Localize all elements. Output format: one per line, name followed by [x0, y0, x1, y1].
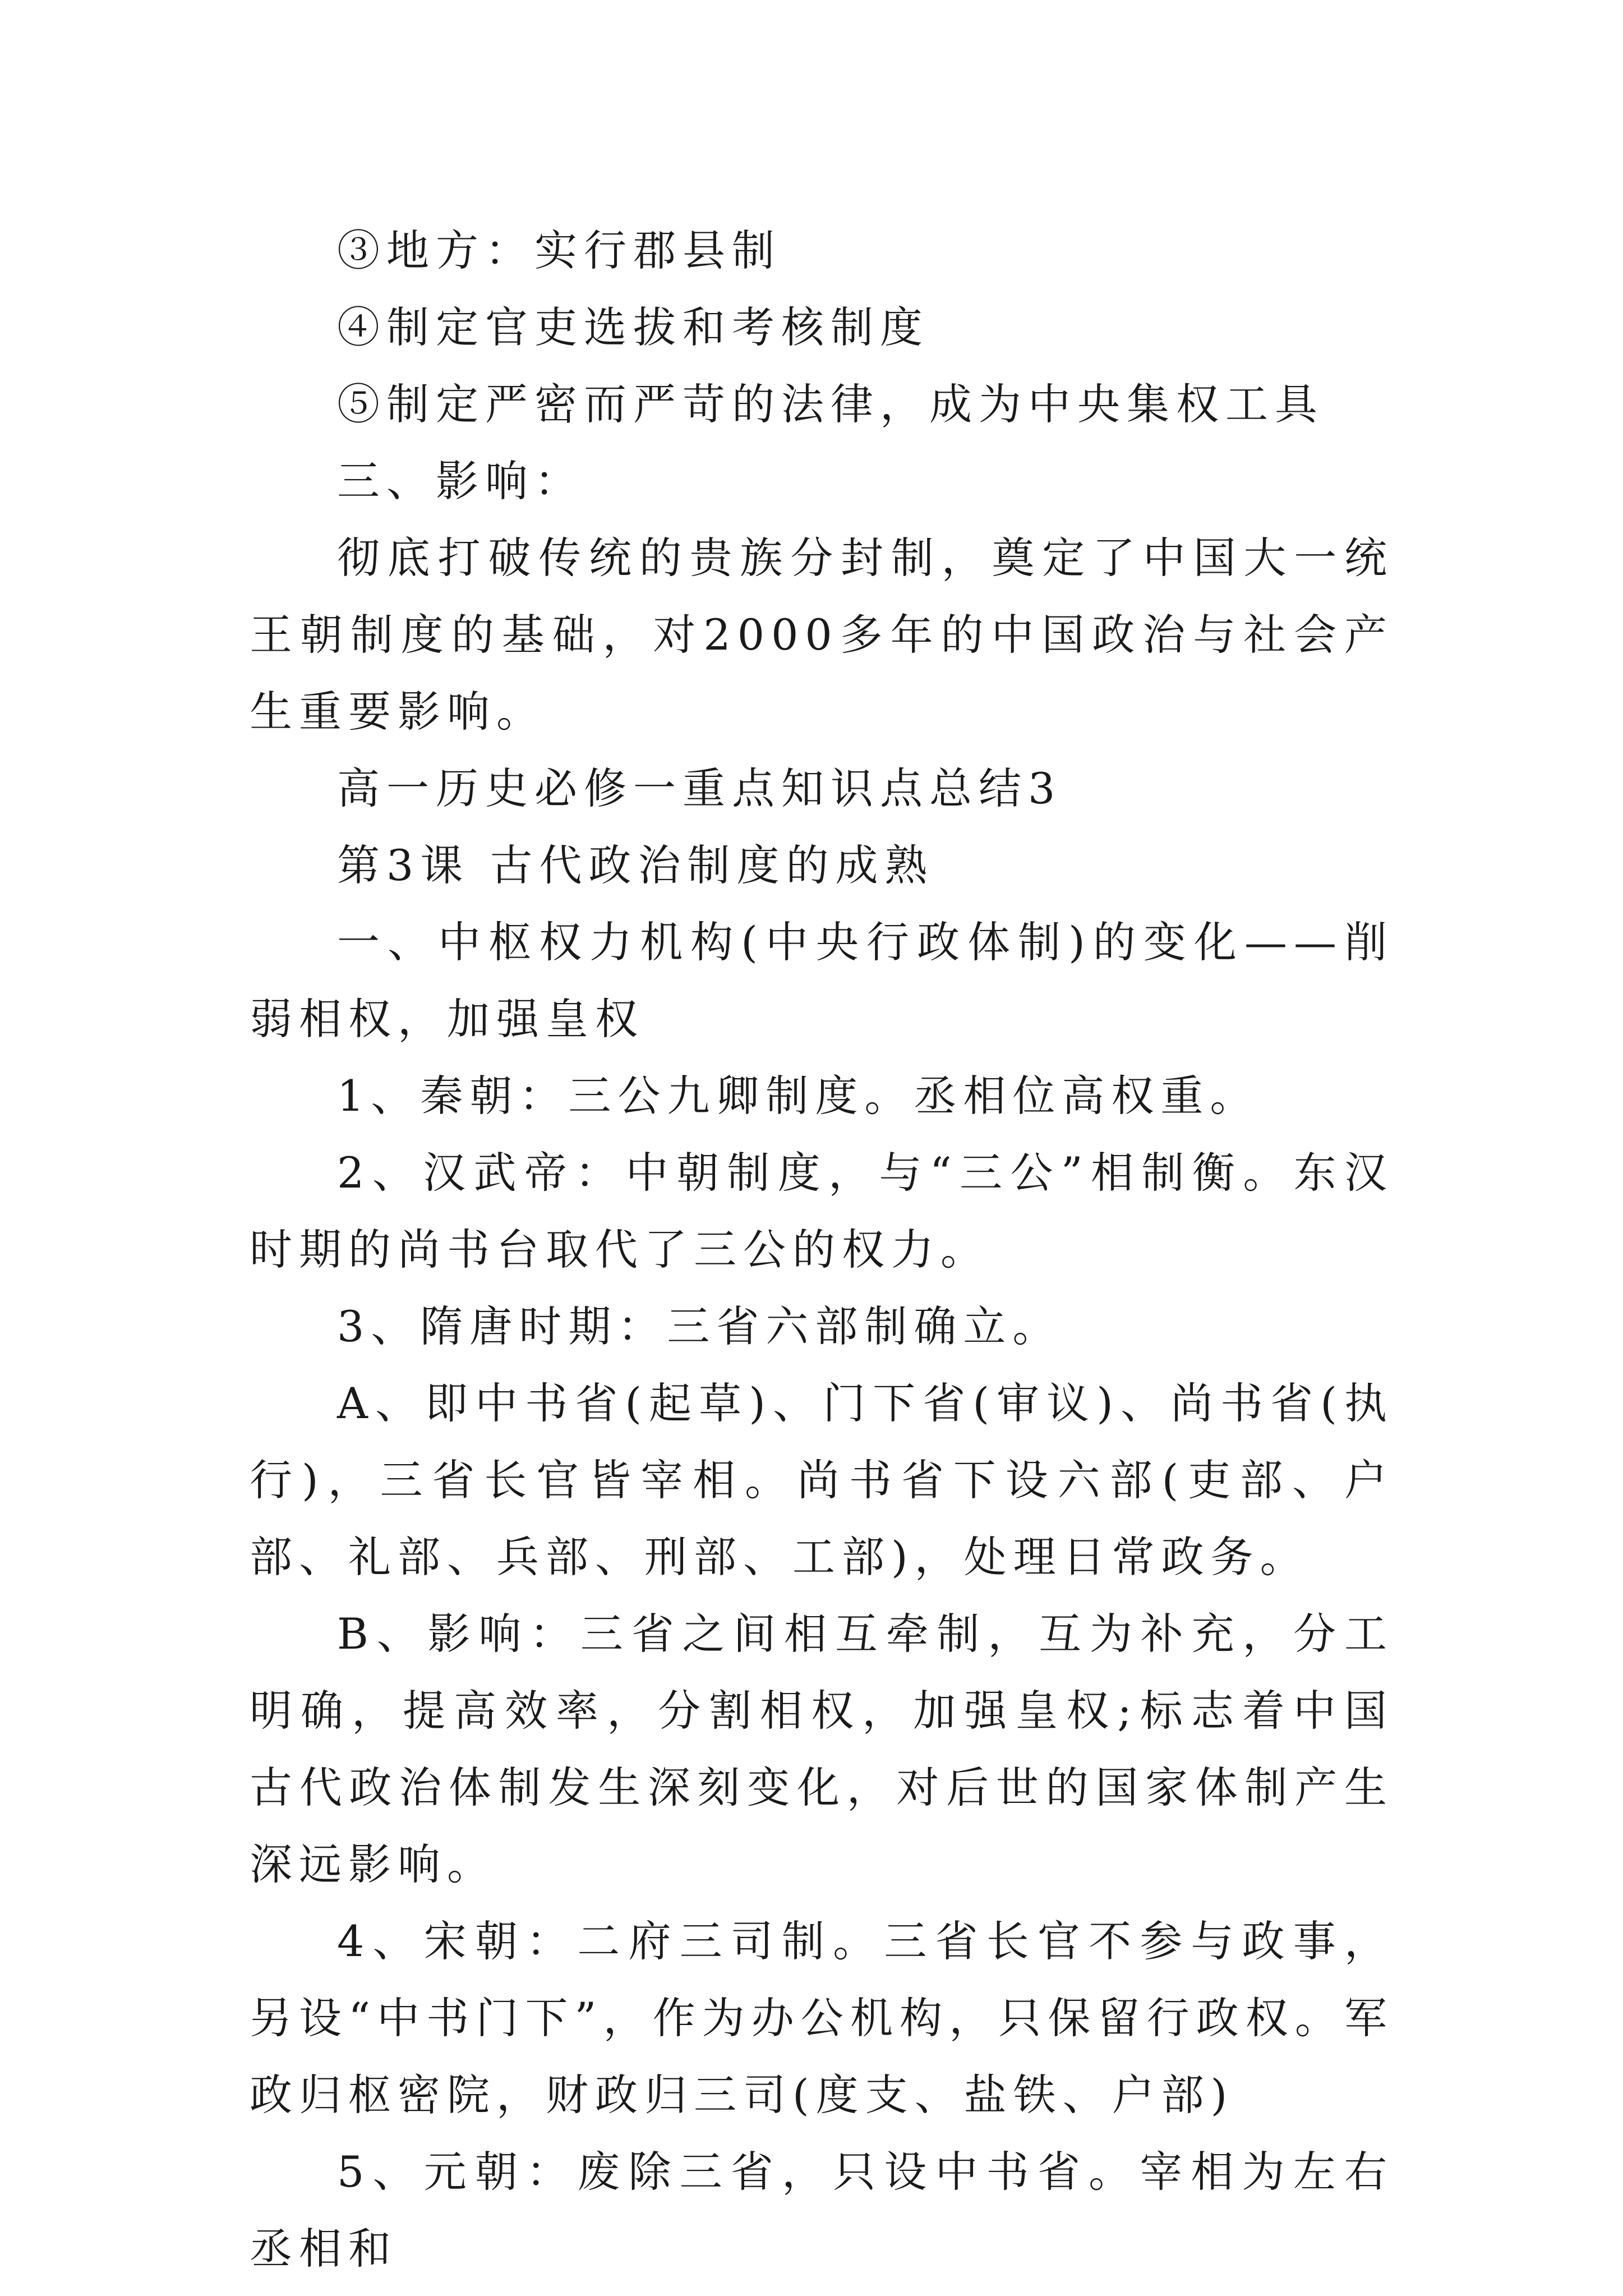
item-qin-dynasty: 1、秦朝：三公九卿制度。丞相位高权重。 [337, 1071, 1260, 1121]
item-yuan-dynasty: 5、元朝：废除三省，只设中书省。宰相为左右丞相和 [250, 2147, 1394, 2274]
lesson-title: 第3课 古代政治制度的成熟 [337, 840, 934, 890]
item-influence-b: B、影响：三省之间相互牵制，互为补充，分工明确，提高效率，分割相权，加强皇权;标志着中国古代政治体制发生深刻变化，对后世的国家体制产生深远影响。 [250, 1609, 1394, 1889]
document-page [250, 212, 1394, 2287]
paragraph-local-county-system: ③地方：实行郡县制 [337, 226, 781, 275]
item-sui-tang: 3、隋唐时期：三省六部制确立。 [337, 1301, 1062, 1351]
item-song-dynasty: 4、宋朝：二府三司制。三省长官不参与政事，另设“中书门下”，作为办公机构，只保留行政权。军政归枢密院，财政归三司(度支、盐铁、户部) [250, 1916, 1394, 2120]
item-han-wudi: 2、汉武帝：中朝制度，与“三公”相制衡。东汉时期的尚书台取代了三公的权力。 [250, 1148, 1394, 1274]
section-heading-influence: 三、影响： [337, 456, 584, 506]
paragraph-official-selection: ④制定官吏选拔和考核制度 [337, 302, 929, 352]
paragraph-strict-laws: ⑤制定严密而严苛的法律，成为中央集权工具 [337, 379, 1324, 429]
item-three-departments: A、即中书省(起草)、门下省(审议)、尚书省(执行)，三省长官皆宰相。尚书省下设六部(吏部、户部、礼部、兵部、刑部、工部)，处理日常政务。 [250, 1378, 1394, 1582]
paragraph-influence-body: 彻底打破传统的贵族分封制，奠定了中国大一统王朝制度的基础，对2000多年的中国政治与社会产生重要影响。 [250, 533, 1394, 737]
document-subtitle: 高一历史必修一重点知识点总结3 [337, 763, 1062, 813]
section-heading-central-power: 一、中枢权力机构(中央行政体制)的变化——削弱相权，加强皇权 [250, 917, 1394, 1044]
